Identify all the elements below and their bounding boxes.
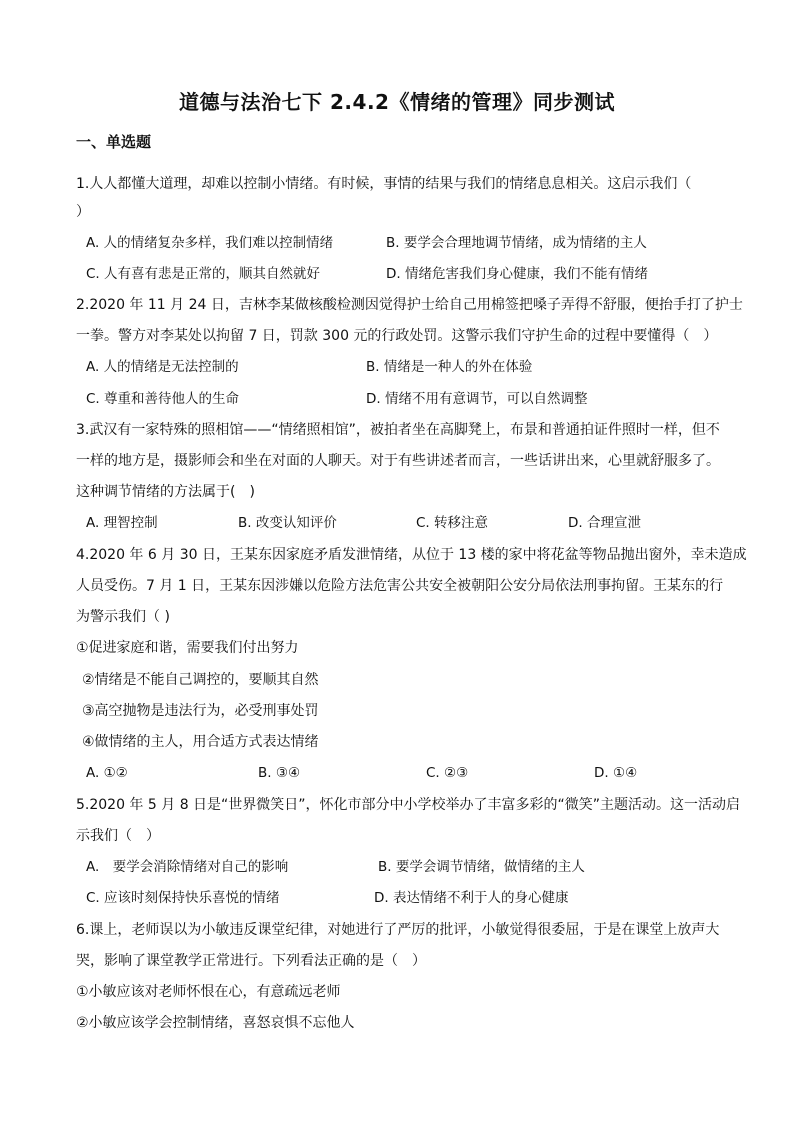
q4-line-1: 4.2020 年 6 月 30 日，王某东因家庭矛盾发泄情绪，从位于 13 楼的家中将花盆等物品抛出窗外，幸未造成 <box>76 547 747 563</box>
q3-option-a: A. 理智控制 <box>86 515 158 531</box>
q6-line-1: 6.课上，老师误以为小敏违反课堂纪律，对她进行了严厉的批评，小敏觉得很委屈，于是在课堂上放声大 <box>76 922 720 938</box>
q4-statement-3: ③高空抛物是违法行为，必受刑事处罚 <box>82 703 319 719</box>
q2-line-1: 2.2020 年 11 月 24 日，吉林李某做核酸检测因觉得护士给自己用棉签把嗓子弄得不舒服，便抬手打了护士 <box>76 297 743 313</box>
q4-line-2: 人员受伤。7 月 1 日，王某东因涉嫌以危险方法危害公共安全被朝阳公安分局依法刑事拘留。王某东的行 <box>76 578 724 594</box>
q4-statement-4: ④做情绪的主人，用合适方式表达情绪 <box>82 734 319 750</box>
q4-option-c: C. ②③ <box>426 765 469 781</box>
q2-option-b: B. 情绪是一种人的外在体验 <box>366 359 533 375</box>
q4-option-d: D. ①④ <box>594 765 638 781</box>
q5-option-c: C. 应该时刻保持快乐喜悦的情绪 <box>86 890 280 906</box>
q3-line-1: 3.武汉有一家特殊的照相馆——“情绪照相馆”，被拍者坐在高脚凳上，布景和普通拍证件照时一样，但不 <box>76 422 720 438</box>
q2-option-c: C. 尊重和善待他人的生命 <box>86 391 240 407</box>
q5-option-d: D. 表达情绪不利于人的身心健康 <box>374 890 569 906</box>
q2-option-a: A. 人的情绪是无法控制的 <box>86 359 239 375</box>
q4-option-b: B. ③④ <box>258 765 301 781</box>
q1-option-a: A. 人的情绪复杂多样，我们难以控制情绪 <box>86 235 334 251</box>
q6-statement-1: ①小敏应该对老师怀恨在心，有意疏远老师 <box>76 984 341 1000</box>
q1-option-b: B. 要学会合理地调节情绪，成为情绪的主人 <box>386 235 647 251</box>
q3-option-b: B. 改变认知评价 <box>238 515 337 531</box>
q1-option-c: C. 人有喜有悲是正常的，顺其自然就好 <box>86 266 321 282</box>
q6-statement-2: ②小敏应该学会控制情绪，喜怒哀惧不忘他人 <box>76 1015 355 1031</box>
q3-option-d: D. 合理宣泄 <box>568 515 641 531</box>
q2-line-2: 一拳。警方对李某处以拘留 7 日，罚款 300 元的行政处罚。这警示我们守护生命的过程中要懂得（ ） <box>76 328 718 344</box>
q5-option-a: A. 要学会消除情绪对自己的影响 <box>86 859 289 875</box>
q4-line-3: 为警示我们（ ) <box>76 609 170 625</box>
q4-statement-1: ①促进家庭和谐，需要我们付出努力 <box>76 640 299 656</box>
q1-option-d: D. 情绪危害我们身心健康，我们不能有情绪 <box>386 266 648 282</box>
q1-line-2: ） <box>76 204 90 220</box>
q5-line-1: 5.2020 年 5 月 8 日是“世界微笑日”，怀化市部分中小学校举办了丰富多彩的“微笑”主题活动。这一活动启 <box>76 797 741 813</box>
section-heading: 一、单选题 <box>76 133 152 151</box>
q1-line-1: 1.人人都懂大道理，却难以控制小情绪。有时候，事情的结果与我们的情绪息息相关。这启示我们（ <box>76 176 692 192</box>
q5-line-2: 示我们（ ） <box>76 828 160 844</box>
q3-line-3: 这种调节情绪的方法属于( ) <box>76 484 255 500</box>
q3-line-2: 一样的地方是，摄影师会和坐在对面的人聊天。对于有些讲述者而言，一些话讲出来，心里就舒服多了。 <box>76 453 720 469</box>
document-title: 道德与法治七下 2.4.2《情绪的管理》同步测试 <box>179 90 615 114</box>
q3-option-c: C. 转移注意 <box>416 515 489 531</box>
q2-option-d: D. 情绪不用有意调节，可以自然调整 <box>366 391 588 407</box>
q6-line-2: 哭，影响了课堂教学正常进行。下列看法正确的是（ ） <box>76 953 426 969</box>
q4-statement-2: ②情绪是不能自己调控的，要顺其自然 <box>82 672 319 688</box>
q4-option-a: A. ①② <box>86 765 128 781</box>
q5-option-b: B. 要学会调节情绪，做情绪的主人 <box>378 859 585 875</box>
